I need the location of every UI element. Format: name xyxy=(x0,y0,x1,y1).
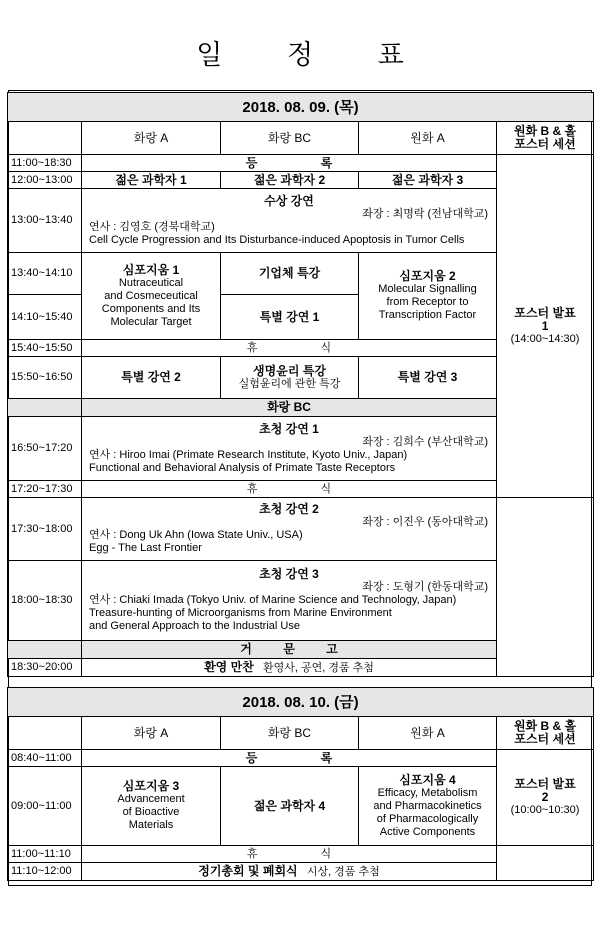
symposium-4-title: 심포지움 4 xyxy=(399,772,456,787)
symposium-4-line: of Pharmacologically xyxy=(376,812,479,825)
header-poster-session: 포스터 세션 xyxy=(514,732,576,746)
special-lecture-3: 특별 강연 3 xyxy=(359,357,497,399)
bioethics-lecture xyxy=(221,357,359,399)
time-cell: 14:10~15:40 xyxy=(8,295,82,340)
time-cell: 08:40~11:00 xyxy=(8,750,82,767)
time-header-empty xyxy=(8,122,82,155)
header-hwarang-a: 화랑 A xyxy=(82,717,221,750)
symposium-2-line: Molecular Signalling xyxy=(378,283,477,295)
header-hwarang-bc: 화랑 BC xyxy=(221,717,359,750)
invited-lecture-1-speaker: 연사 : Hiroo Imai (Primate Research Institute, Kyoto Univ., Japan) xyxy=(89,448,408,461)
break-cell: 휴 식 xyxy=(82,846,497,863)
time-cell: 11:10~12:00 xyxy=(8,863,82,881)
symposium-1-line: Nutraceutical xyxy=(118,276,184,289)
poster-number: 2 xyxy=(541,790,549,804)
schedule-table-day1 xyxy=(7,92,594,677)
time-cell: 15:50~16:50 xyxy=(8,357,82,399)
invited-lecture-2-speaker: 연사 : Dong Uk Ahn (Iowa State Univ., USA) xyxy=(89,529,303,541)
symposium-2-line: from Receptor to xyxy=(386,296,469,308)
poster-session-2 xyxy=(497,750,594,846)
invited-lecture-3-talk: Treasure-hunting of Microorganisms from Marine Environment xyxy=(89,607,392,619)
invited-lecture-3-chair: 좌장 : 도형기 (한동대학교) xyxy=(362,581,488,593)
header-poster-room: 원화 B & 홀 xyxy=(513,719,577,733)
invited-lecture-1-chair: 좌장 : 김희수 (부산대학교) xyxy=(362,435,488,448)
symposium-3-title: 심포지움 3 xyxy=(122,779,180,793)
invited-lecture-3-title: 초청 강연 3 xyxy=(259,567,319,581)
symposium-3-line: Materials xyxy=(128,819,174,831)
break-cell: 휴 식 xyxy=(82,481,497,498)
symposium-2-title: 심포지움 2 xyxy=(399,269,456,283)
registration-cell: 등 록 xyxy=(82,155,497,172)
symposium-1-title: 심포지움 1 xyxy=(122,262,180,277)
time-cell: 18:30~20:00 xyxy=(8,659,82,677)
time-cell: 09:00~11:00 xyxy=(8,767,82,846)
header-hwarang-bc: 화랑 BC xyxy=(221,122,359,155)
symposium-3 xyxy=(82,767,221,846)
award-lecture-title: 수상 강연 xyxy=(264,193,314,208)
invited-lecture-1 xyxy=(82,417,497,481)
symposium-1 xyxy=(82,253,221,340)
poster-session-1 xyxy=(497,155,594,498)
special-lecture-1: 특별 강연 1 xyxy=(221,295,359,340)
young-scientist-2: 젊은 과학자 2 xyxy=(221,172,359,189)
time-cell: 13:00~13:40 xyxy=(8,189,82,253)
header-wonhwa-a: 원화 A xyxy=(359,717,497,750)
header-wonhwa-a: 원화 A xyxy=(359,122,497,155)
young-scientist-3: 젊은 과학자 3 xyxy=(359,172,497,189)
time-cell: 12:00~13:00 xyxy=(8,172,82,189)
invited-lecture-2-chair: 좌장 : 이진우 (동아대학교) xyxy=(362,516,488,528)
poster-title: 포스터 발표 xyxy=(514,777,576,791)
symposium-3-line: Advancement xyxy=(117,793,185,805)
registration-cell: 등 록 xyxy=(82,750,497,767)
day2-date: 2018. 08. 10. (금) xyxy=(8,688,594,717)
symposium-4-line: Efficacy, Metabolism xyxy=(377,786,478,799)
symposium-4-line: and Pharmacokinetics xyxy=(373,799,482,812)
invited-lecture-1-title: 초청 강연 1 xyxy=(259,421,319,436)
symposium-4 xyxy=(359,767,497,846)
symposium-1-line: Molecular Target xyxy=(110,315,192,328)
poster-empty xyxy=(497,498,594,677)
special-lecture-2: 특별 강연 2 xyxy=(82,357,221,399)
time-cell: 15:40~15:50 xyxy=(8,340,82,357)
invited-lecture-3-speaker: 연사 : Chiaki Imada (Tokyo Univ. of Marine Science and Technology, Japan) xyxy=(89,594,457,606)
bioethics-sub: 실험윤리에 관한 특강 xyxy=(238,377,341,390)
award-lecture-talk: Cell Cycle Progression and Its Disturbance-induced Apoptosis in Tumor Cells xyxy=(89,233,465,246)
invited-lecture-3-talk: and General Approach to the Industrial Use xyxy=(89,620,300,632)
header-poster-room: 원화 B & 홀 xyxy=(513,124,577,138)
award-lecture xyxy=(82,189,497,253)
time-cell: 11:00~11:10 xyxy=(8,846,82,863)
day1-date: 2018. 08. 09. (목) xyxy=(8,93,594,122)
welcome-dinner-title: 환영 만찬 xyxy=(204,659,254,674)
poster-time: (10:00~10:30) xyxy=(510,804,580,816)
schedule-table-day2 xyxy=(7,687,594,881)
venue-row-empty xyxy=(8,641,82,659)
poster-number: 1 xyxy=(541,318,549,333)
bioethics-title: 생명윤리 특강 xyxy=(253,363,326,378)
symposium-4-line: Active Components xyxy=(379,825,476,838)
time-cell: 11:00~18:30 xyxy=(8,155,82,172)
page-title: 일 정 표 xyxy=(196,40,432,71)
poster-time: (14:00~14:30) xyxy=(510,332,580,345)
room-hwarang-bc: 화랑 BC xyxy=(82,399,497,417)
symposium-2-line: Transcription Factor xyxy=(378,309,477,321)
header-hwarang-a: 화랑 A xyxy=(82,122,221,155)
closing-ceremony xyxy=(82,863,497,881)
room-row-empty xyxy=(8,399,82,417)
symposium-3-line: of Bioactive xyxy=(122,806,180,818)
time-cell: 17:20~17:30 xyxy=(8,481,82,498)
young-scientist-1: 젊은 과학자 1 xyxy=(82,172,221,189)
header-poster-session: 포스터 세션 xyxy=(514,137,576,151)
time-cell: 17:30~18:00 xyxy=(8,498,82,561)
award-lecture-chair: 좌장 : 최명락 (전남대학교) xyxy=(362,207,488,220)
symposium-2 xyxy=(359,253,497,340)
industry-lecture: 기업체 특강 xyxy=(221,253,359,295)
welcome-dinner xyxy=(82,659,497,677)
invited-lecture-2-talk: Egg - The Last Frontier xyxy=(89,542,202,554)
invited-lecture-1-talk: Functional and Behavioral Analysis of Primate Taste Receptors xyxy=(89,461,396,474)
time-cell: 18:00~18:30 xyxy=(8,561,82,641)
break-cell: 휴 식 xyxy=(82,340,497,357)
header-poster xyxy=(497,122,594,155)
young-scientist-4: 젊은 과학자 4 xyxy=(221,767,359,846)
symposium-1-line: and Cosmeceutical xyxy=(104,289,198,302)
time-cell: 16:50~17:20 xyxy=(8,417,82,481)
time-cell: 13:40~14:10 xyxy=(8,253,82,295)
symposium-1-line: Components and Its xyxy=(101,302,201,315)
invited-lecture-3 xyxy=(82,561,497,641)
welcome-dinner-sub: 환영사, 공연, 경품 추첨 xyxy=(262,661,374,674)
award-lecture-speaker: 연사 : 김영호 (경북대학교) xyxy=(89,220,215,233)
header-poster xyxy=(497,717,594,750)
venue-geomungo: 거 문 고 xyxy=(82,641,497,659)
invited-lecture-2-title: 초청 강연 2 xyxy=(259,502,319,516)
poster-title: 포스터 발표 xyxy=(514,305,576,320)
time-header-empty xyxy=(8,717,82,750)
invited-lecture-2 xyxy=(82,498,497,561)
closing-ceremony-sub: 시상, 경품 추첨 xyxy=(306,865,380,878)
poster-empty xyxy=(497,846,594,881)
closing-ceremony-title: 정기총회 및 폐회식 xyxy=(198,863,298,878)
